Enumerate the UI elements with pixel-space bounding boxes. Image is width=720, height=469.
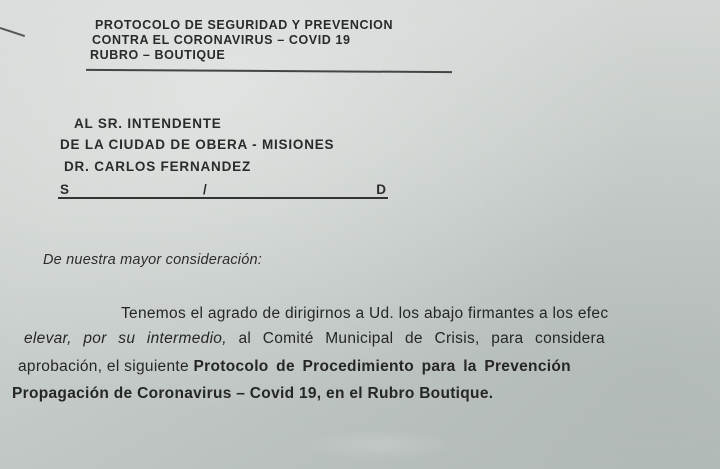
body-line-1: Tenemos el agrado de dirigirnos a Ud. los abajo firmantes a los efec	[121, 305, 609, 322]
body-line-2	[24, 330, 605, 348]
sd-underline	[58, 197, 388, 199]
heading-underline	[86, 69, 452, 73]
addressee-line-3: DR. CARLOS FERNANDEZ	[64, 159, 251, 174]
sd-slash: /	[203, 182, 207, 197]
body-line-2-italic: elevar, por su intermedio,	[24, 330, 227, 347]
addressee-line-1: AL SR. INTENDENTE	[74, 116, 222, 131]
sd-right-letter: D	[376, 182, 386, 197]
protocol-title: Protocolo de Procedimiento para la Prevención	[193, 358, 571, 375]
document-heading	[88, 18, 393, 63]
sd-left-letter: S	[60, 182, 70, 197]
greeting: De nuestra mayor consideración:	[43, 252, 262, 268]
body-line-4: Propagación de Coronavirus – Covid 19, en el Rubro Boutique.	[12, 385, 494, 402]
pen-mark	[0, 27, 25, 37]
body-line-3	[18, 358, 571, 376]
body-line-3-start: aprobación, el siguiente	[18, 358, 194, 375]
body-line-2-rest: al Comité Municipal de Crisis, para considera	[226, 330, 605, 347]
sd-signature-line	[58, 182, 388, 198]
faded-stamp	[300, 430, 460, 460]
addressee-line-2: DE LA CIUDAD DE OBERA - MISIONES	[60, 137, 335, 152]
heading-line-2: CONTRA EL CORONAVIRUS – COVID 19	[92, 33, 351, 47]
heading-line-3: RUBRO – BOUTIQUE	[90, 48, 226, 62]
heading-line-1: PROTOCOLO DE SEGURIDAD Y PREVENCION	[95, 18, 394, 32]
